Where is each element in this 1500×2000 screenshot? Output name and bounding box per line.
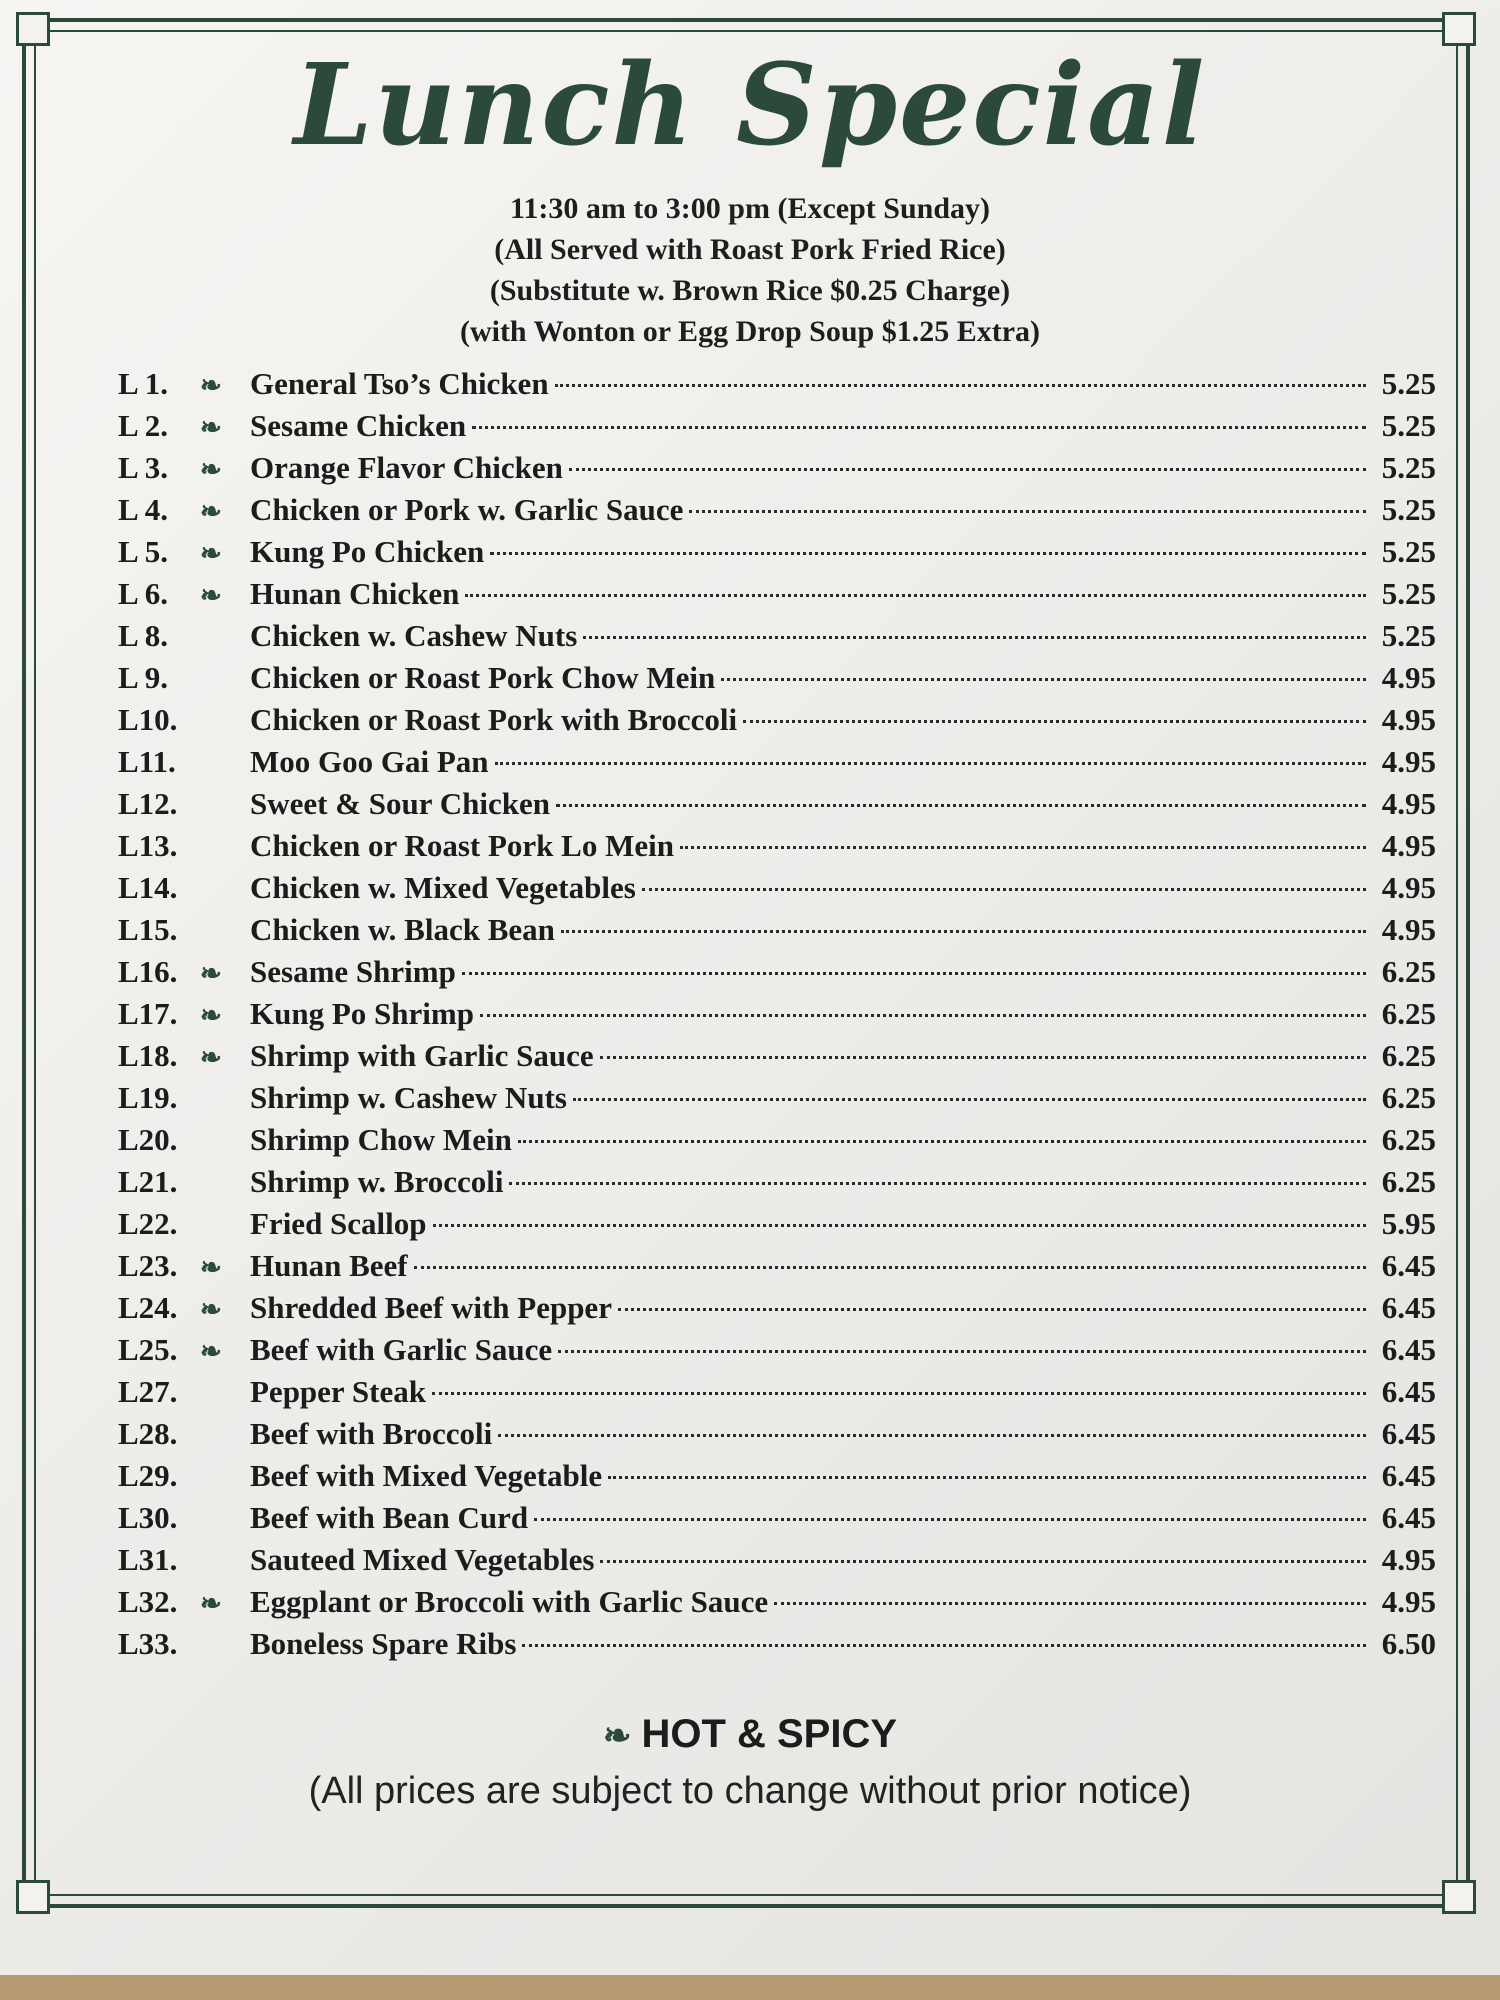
hot-pepper-icon: ❧ (200, 1253, 222, 1282)
item-name: Beef with Broccoli (250, 1416, 493, 1451)
item-price: 4.95 (1381, 744, 1436, 779)
dot-leader (721, 678, 1366, 681)
item-name: Shrimp w. Cashew Nuts (250, 1080, 567, 1115)
menu-item (118, 1458, 1436, 1500)
dot-leader (462, 972, 1366, 975)
item-name: Shrimp w. Broccoli (250, 1164, 504, 1199)
menu-item (118, 1500, 1436, 1542)
item-code: L11. (118, 744, 176, 779)
menu-item (118, 408, 1436, 450)
menu-item (118, 870, 1436, 912)
table-surface (0, 1975, 1500, 2000)
item-code: L32. (118, 1584, 178, 1619)
item-price: 5.25 (1381, 408, 1436, 443)
item-code: L 4. (118, 492, 168, 527)
menu-item (118, 534, 1436, 576)
dot-leader (561, 930, 1366, 933)
item-code: L 8. (118, 618, 168, 653)
item-name: Kung Po Chicken (250, 534, 485, 569)
item-price: 6.45 (1381, 1458, 1436, 1493)
item-price: 6.25 (1381, 1164, 1436, 1199)
hot-pepper-icon: ❧ (200, 539, 222, 568)
menu-item (118, 828, 1436, 870)
item-price: 5.25 (1381, 492, 1436, 527)
hot-pepper-icon: ❧ (200, 1589, 222, 1618)
item-code: L18. (118, 1038, 178, 1073)
item-price: 6.25 (1381, 1080, 1436, 1115)
item-name: Orange Flavor Chicken (250, 450, 563, 485)
service-details (0, 188, 1500, 352)
menu-item (118, 744, 1436, 786)
dot-leader (642, 888, 1366, 891)
item-price: 5.25 (1381, 450, 1436, 485)
item-name: Shredded Beef with Pepper (250, 1290, 612, 1325)
item-code: L12. (118, 786, 178, 821)
service-hours: 11:30 am to 3:00 pm (Except Sunday) (509, 192, 990, 225)
item-code: L19. (118, 1080, 178, 1115)
item-name: Beef with Garlic Sauce (250, 1332, 553, 1367)
dot-leader (522, 1644, 1366, 1647)
menu-item (118, 1416, 1436, 1458)
item-price: 4.95 (1381, 1584, 1436, 1619)
dot-leader (465, 594, 1366, 597)
item-code: L25. (118, 1332, 178, 1367)
menu-item (118, 1080, 1436, 1122)
item-code: L 1. (118, 366, 168, 401)
dot-leader (414, 1266, 1366, 1269)
menu-item (118, 1248, 1436, 1290)
item-code: L30. (118, 1500, 178, 1535)
item-price: 6.25 (1381, 996, 1436, 1031)
item-price: 5.25 (1381, 576, 1436, 611)
item-code: L16. (118, 954, 178, 989)
item-price: 5.25 (1381, 534, 1436, 569)
menu-item (118, 912, 1436, 954)
item-code: L10. (118, 702, 178, 737)
item-code: L 5. (118, 534, 168, 569)
hot-pepper-icon: ❧ (200, 497, 222, 526)
dot-leader (518, 1140, 1366, 1143)
menu-item (118, 1542, 1436, 1584)
dot-leader (555, 384, 1366, 387)
menu-item (118, 450, 1436, 492)
item-price: 4.95 (1381, 1542, 1436, 1577)
corner-ornament (16, 1880, 50, 1914)
menu-item (118, 1584, 1436, 1626)
item-name: General Tso’s Chicken (250, 366, 549, 401)
item-code: L 3. (118, 450, 168, 485)
item-price: 6.45 (1381, 1248, 1436, 1283)
item-price: 4.95 (1381, 702, 1436, 737)
dot-leader (600, 1056, 1366, 1059)
menu-item (118, 576, 1436, 618)
dot-leader (432, 1392, 1366, 1395)
item-code: L31. (118, 1542, 178, 1577)
item-name: Pepper Steak (250, 1374, 426, 1409)
dot-leader (534, 1518, 1366, 1521)
item-code: L33. (118, 1626, 178, 1661)
item-price: 4.95 (1381, 786, 1436, 821)
item-price: 4.95 (1381, 870, 1436, 905)
hot-pepper-icon: ❧ (200, 1001, 222, 1030)
menu-item (118, 1332, 1436, 1374)
item-name: Shrimp Chow Mein (250, 1122, 512, 1157)
item-name: Chicken w. Black Bean (250, 912, 555, 947)
legend-label: HOT & SPICY (641, 1712, 898, 1756)
menu-item (118, 1038, 1436, 1080)
item-code: L24. (118, 1290, 178, 1325)
item-price: 6.45 (1381, 1500, 1436, 1535)
dot-leader (480, 1014, 1366, 1017)
rice-note: (All Served with Roast Pork Fried Rice) (494, 233, 1006, 266)
item-name: Boneless Spare Ribs (250, 1626, 517, 1661)
item-price: 5.95 (1381, 1206, 1436, 1241)
menu-item (118, 1164, 1436, 1206)
item-code: L14. (118, 870, 178, 905)
item-code: L21. (118, 1164, 178, 1199)
dot-leader (573, 1098, 1366, 1101)
item-price: 6.25 (1381, 954, 1436, 989)
menu-list (118, 366, 1436, 1668)
item-name: Beef with Mixed Vegetable (250, 1458, 603, 1493)
item-price: 6.45 (1381, 1290, 1436, 1325)
menu-item (118, 786, 1436, 828)
dot-leader (472, 426, 1366, 429)
price-notice: (All prices are subject to change without prior notice) (308, 1770, 1192, 1812)
item-name: Sweet & Sour Chicken (250, 786, 550, 821)
item-price: 6.50 (1381, 1626, 1436, 1661)
item-name: Fried Scallop (250, 1206, 427, 1241)
item-name: Chicken or Roast Pork Lo Mein (250, 828, 674, 863)
menu-item (118, 1290, 1436, 1332)
soup-note: (with Wonton or Egg Drop Soup $1.25 Extra) (459, 315, 1041, 348)
item-name: Hunan Chicken (250, 576, 460, 611)
hot-pepper-icon: ❧ (200, 1043, 222, 1072)
menu-item (118, 1122, 1436, 1164)
menu-item (118, 702, 1436, 744)
dot-leader (743, 720, 1366, 723)
item-price: 6.45 (1381, 1416, 1436, 1451)
item-price: 4.95 (1381, 660, 1436, 695)
item-price: 6.25 (1381, 1122, 1436, 1157)
item-code: L 9. (118, 660, 168, 695)
item-code: L 2. (118, 408, 168, 443)
hot-pepper-icon: ❧ (602, 1717, 632, 1755)
menu-item (118, 660, 1436, 702)
item-price: 6.25 (1381, 1038, 1436, 1073)
item-price: 5.25 (1381, 618, 1436, 653)
item-name: Beef with Bean Curd (250, 1500, 529, 1535)
brown-rice-note: (Substitute w. Brown Rice $0.25 Charge) (489, 274, 1011, 307)
item-code: L28. (118, 1416, 178, 1451)
dot-leader (558, 1350, 1366, 1353)
item-name: Chicken w. Mixed Vegetables (250, 870, 636, 905)
item-name: Eggplant or Broccoli with Garlic Sauce (250, 1584, 769, 1619)
hot-pepper-icon: ❧ (200, 455, 222, 484)
hot-pepper-icon: ❧ (200, 1295, 222, 1324)
dot-leader (569, 468, 1366, 471)
dot-leader (618, 1308, 1366, 1311)
item-name: Sauteed Mixed Vegetables (250, 1542, 595, 1577)
item-code: L22. (118, 1206, 178, 1241)
dot-leader (608, 1476, 1366, 1479)
hot-pepper-icon: ❧ (200, 371, 222, 400)
dot-leader (495, 762, 1366, 765)
item-price: 4.95 (1381, 828, 1436, 863)
menu-item (118, 1374, 1436, 1416)
item-name: Shrimp with Garlic Sauce (250, 1038, 594, 1073)
item-code: L17. (118, 996, 178, 1031)
menu-item (118, 996, 1436, 1038)
item-name: Kung Po Shrimp (250, 996, 474, 1031)
dot-leader (600, 1560, 1366, 1563)
item-name: Moo Goo Gai Pan (250, 744, 489, 779)
dot-leader (774, 1602, 1366, 1605)
item-name: Sesame Shrimp (250, 954, 456, 989)
item-code: L13. (118, 828, 178, 863)
item-code: L 6. (118, 576, 168, 611)
dot-leader (498, 1434, 1366, 1437)
hot-pepper-icon: ❧ (200, 581, 222, 610)
item-name: Chicken or Roast Pork Chow Mein (250, 660, 716, 695)
dot-leader (490, 552, 1366, 555)
dot-leader (556, 804, 1366, 807)
item-name: Hunan Beef (250, 1248, 408, 1283)
item-code: L15. (118, 912, 178, 947)
dot-leader (680, 846, 1366, 849)
hot-pepper-icon: ❧ (200, 959, 222, 988)
menu-item (118, 618, 1436, 660)
spicy-legend (0, 1712, 1500, 1757)
hot-pepper-icon: ❧ (200, 1337, 222, 1366)
item-code: L27. (118, 1374, 178, 1409)
item-price: 4.95 (1381, 912, 1436, 947)
dot-leader (689, 510, 1366, 513)
menu-item (118, 1206, 1436, 1248)
dot-leader (583, 636, 1366, 639)
item-price: 6.45 (1381, 1332, 1436, 1367)
item-code: L20. (118, 1122, 178, 1157)
item-name: Chicken or Roast Pork with Broccoli (250, 702, 738, 737)
item-code: L29. (118, 1458, 178, 1493)
item-name: Chicken w. Cashew Nuts (250, 618, 578, 653)
item-code: L23. (118, 1248, 178, 1283)
item-name: Chicken or Pork w. Garlic Sauce (250, 492, 684, 527)
menu-item (118, 366, 1436, 408)
corner-ornament (1442, 1880, 1476, 1914)
page-title: Lunch Special (293, 40, 1207, 171)
item-price: 6.45 (1381, 1374, 1436, 1409)
menu-item (118, 954, 1436, 996)
menu-item (118, 492, 1436, 534)
dot-leader (433, 1224, 1366, 1227)
item-price: 5.25 (1381, 366, 1436, 401)
dot-leader (509, 1182, 1366, 1185)
hot-pepper-icon: ❧ (200, 413, 222, 442)
item-name: Sesame Chicken (250, 408, 467, 443)
menu-item (118, 1626, 1436, 1668)
